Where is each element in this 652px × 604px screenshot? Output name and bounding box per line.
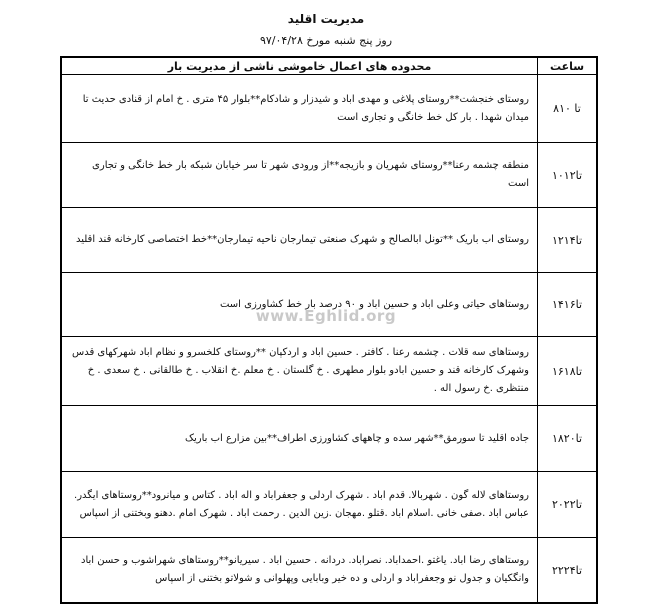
time-cell: ۱۲تا۱۴: [538, 208, 598, 273]
table-row: [61, 143, 597, 208]
areas-cell: منطقه چشمه رعنا**روستای شهریان و بازیجه**از ورودی شهر تا سر خیابان شبکه بار خط خانگی و تجاری است: [61, 143, 538, 208]
watermark-text: www.Eghlid.org: [255, 307, 397, 325]
page-title: مدیریت اقلید: [287, 12, 365, 26]
areas-cell: جاده اقلید تا سورمق**شهر سده و چاههای کشاورزی اطراف**بین مزارع اب باریک: [61, 406, 538, 472]
areas-cell: روستاهای رضا اباد. یاغتو .احمداباد. نصراباد. دردانه . حسین اباد . سیریانو**روستاهای شهراشوب و حسن اباد وانگکیان و جدول نو وجعفراباد و اردلی و ده خیر وبابایی وپهلوانی و شولاتو بختنی از اسپاس: [61, 538, 538, 604]
page-subtitle-date: روز پنج شنبه مورخ ۹۷/۰۴/۲۸: [259, 34, 393, 47]
table-row: [61, 273, 597, 337]
areas-cell: روستای اب باریک **تونل ابالصالح و شهرک صنعتی تیمارجان ناحیه تیمارجان**خط اختصاصی کارخانه قند اقلید: [61, 208, 538, 273]
time-cell: ۲۲تا۲۴: [538, 538, 598, 604]
time-cell: ۱۴تا۱۶: [538, 273, 598, 337]
outage-schedule-table: [60, 56, 598, 604]
table-row: [61, 472, 597, 538]
table-row: [61, 208, 597, 273]
column-header-areas: محدوده های اعمال خاموشی ناشی از مدیریت بار: [61, 57, 538, 75]
table-row: [61, 538, 597, 604]
table-row: [61, 337, 597, 406]
time-cell: ۱۰تا۱۲: [538, 143, 598, 208]
time-cell: ۲۰تا۲۲: [538, 472, 598, 538]
time-cell: ۱۶تا۱۸: [538, 337, 598, 406]
column-header-time: ساعت: [538, 57, 598, 75]
areas-cell: روستاهای حیاتی وعلی اباد و حسین اباد و ۹۰ درصد بار خط کشاورزی است: [61, 273, 538, 337]
time-cell: ۱۸تا۲۰: [538, 406, 598, 472]
table-row: [61, 406, 597, 472]
areas-cell: روستاهای سه قلات . چشمه رعنا . کافتر . حسین اباد و اردکپان **روستای کلخسرو و نظام اباد شهرکهای قدس وشهرک کارخانه قند و حسین ابادو بلوار مطهری . خ گلستان . خ معلم .خ انقلاب . خ طالقانی . خ سعدی . خ منتظری .خ رسول اله .: [61, 337, 538, 406]
table-header-row: [61, 57, 597, 75]
time-cell: ۸تا ۱۰: [538, 75, 598, 143]
areas-cell: روستای خنجشت**روستای پلاغی و مهدی اباد و شیدزار و شادکام**بلوار ۴۵ متری . خ امام از قنادی حدیث تا میدان شهدا . بار کل خط خانگی و تجاری است: [61, 75, 538, 143]
areas-cell: روستاهای لاله گون . شهربالا. قدم اباد . شهرک اردلی و جعفراباد و اله اباد . کتاس و میانرود**روستاهای ایگدر. عباس اباد .صفی خانی .اسلام اباد .قتلو .مهجان .زین الدین . رحمت اباد . شهرک امام .دهنو وبختنی از اسپاس: [61, 472, 538, 538]
table-row: [61, 75, 597, 143]
